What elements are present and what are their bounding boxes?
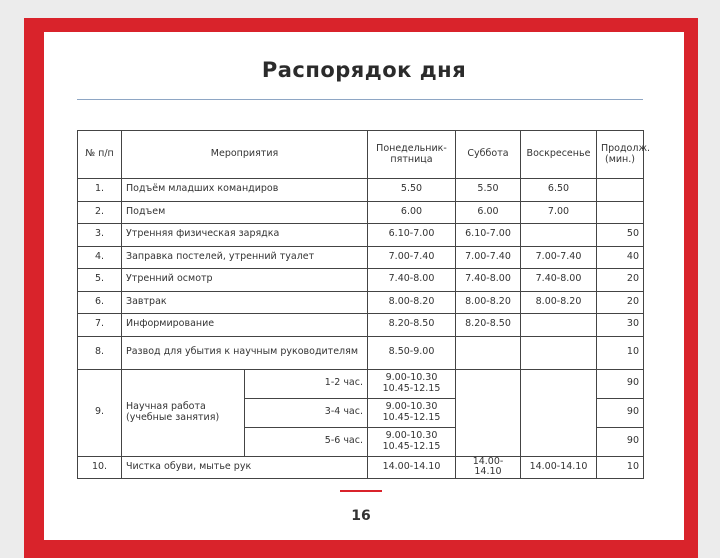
- row-num: 4.: [78, 246, 122, 269]
- science-duration: 90: [597, 369, 644, 398]
- table-header-row: [78, 131, 644, 179]
- row-sunday: 7.40-8.00: [521, 269, 597, 292]
- row-saturday: 6.00: [456, 201, 521, 224]
- row-event: Завтрак: [122, 291, 368, 314]
- row-duration: [597, 201, 644, 224]
- row-weekdays: 6.10-7.00: [368, 224, 456, 247]
- row-event: Заправка постелей, утренний туалет: [122, 246, 368, 269]
- row-event: Информирование: [122, 314, 368, 337]
- science-event: Научная работа (учебные занятия): [122, 369, 245, 456]
- science-time-line: 10.45-12.15: [382, 382, 441, 394]
- science-weekdays: [368, 427, 456, 456]
- row-num: 8.: [78, 336, 122, 369]
- science-time-line: 9.00-10.30: [385, 429, 438, 441]
- row-saturday: 8.20-8.50: [456, 314, 521, 337]
- science-hours-label: 5-6 час.: [245, 427, 368, 456]
- row-duration: 20: [597, 269, 644, 292]
- science-time-line: 9.00-10.30: [385, 400, 438, 412]
- row-num: 1.: [78, 179, 122, 202]
- row-sunday: [521, 224, 597, 247]
- row-num: 7.: [78, 314, 122, 337]
- row-duration: 20: [597, 291, 644, 314]
- row-num: 3.: [78, 224, 122, 247]
- table-row: [78, 179, 644, 202]
- science-subrow: [78, 369, 644, 398]
- row-sunday: 14.00-14.10: [521, 456, 597, 479]
- row-duration: 50: [597, 224, 644, 247]
- header-saturday: Суббота: [456, 131, 521, 179]
- row-saturday: [456, 336, 521, 369]
- row-event: Подъем: [122, 201, 368, 224]
- row-event: Утренний осмотр: [122, 269, 368, 292]
- table-row: [78, 201, 644, 224]
- science-weekdays: [368, 398, 456, 427]
- table-row: [78, 314, 644, 337]
- header-event: Мероприятия: [122, 131, 368, 179]
- title-underline: [77, 99, 643, 100]
- row-sunday: 7.00: [521, 201, 597, 224]
- header-weekdays: Понедельник-пятница: [368, 131, 456, 179]
- row-event: Подъём младших командиров: [122, 179, 368, 202]
- row-sunday: 6.50: [521, 179, 597, 202]
- row-weekdays: 8.00-8.20: [368, 291, 456, 314]
- table-row: [78, 246, 644, 269]
- row-sunday: [521, 314, 597, 337]
- row-sunday: [521, 336, 597, 369]
- table-row: [78, 269, 644, 292]
- row-weekdays: 7.00-7.40: [368, 246, 456, 269]
- table-row: [78, 336, 644, 369]
- table-row: [78, 291, 644, 314]
- row-duration: 40: [597, 246, 644, 269]
- row-saturday: 5.50: [456, 179, 521, 202]
- row-saturday: 7.00-7.40: [456, 246, 521, 269]
- row-saturday: 7.40-8.00: [456, 269, 521, 292]
- row-event: Утренняя физическая зарядка: [122, 224, 368, 247]
- row-weekdays: 8.50-9.00: [368, 336, 456, 369]
- header-duration: Продолж. (мин.): [597, 131, 644, 179]
- science-hours-label: 3-4 час.: [245, 398, 368, 427]
- table-row: [78, 456, 644, 479]
- row-saturday: 6.10-7.00: [456, 224, 521, 247]
- row-event: Чистка обуви, мытье рук: [122, 456, 368, 479]
- row-num: 5.: [78, 269, 122, 292]
- row-num: 6.: [78, 291, 122, 314]
- science-hours-label: 1-2 час.: [245, 369, 368, 398]
- science-duration: 90: [597, 427, 644, 456]
- slide: [44, 32, 684, 540]
- row-sunday: 8.00-8.20: [521, 291, 597, 314]
- science-sunday: [521, 369, 597, 456]
- science-time-line: 10.45-12.15: [382, 440, 441, 452]
- row-duration: 10: [597, 336, 644, 369]
- row-weekdays: 8.20-8.50: [368, 314, 456, 337]
- page-number-rule: [340, 490, 382, 492]
- table-row: [78, 224, 644, 247]
- row-num: 2.: [78, 201, 122, 224]
- row-saturday: 8.00-8.20: [456, 291, 521, 314]
- schedule-table: [77, 130, 651, 479]
- row-weekdays: 5.50: [368, 179, 456, 202]
- page-title: Распорядок дня: [261, 58, 467, 82]
- science-saturday: [456, 369, 521, 456]
- science-weekdays: [368, 369, 456, 398]
- row-duration: [597, 179, 644, 202]
- page-number: [340, 490, 382, 540]
- science-num: 9.: [78, 369, 122, 456]
- row-weekdays: 7.40-8.00: [368, 269, 456, 292]
- header-num: № п/п: [78, 131, 122, 179]
- row-event: Развод для убытия к научным руководителям: [122, 336, 368, 369]
- header-sunday: Воскресенье: [521, 131, 597, 179]
- page-number-text: 16: [351, 508, 371, 524]
- row-weekdays: 14.00-14.10: [368, 456, 456, 479]
- science-duration: 90: [597, 398, 644, 427]
- row-duration: 10: [597, 456, 644, 479]
- row-duration: 30: [597, 314, 644, 337]
- row-num: 10.: [78, 456, 122, 479]
- row-weekdays: 6.00: [368, 201, 456, 224]
- row-saturday: 14.00-14.10: [456, 456, 521, 479]
- row-sunday: 7.00-7.40: [521, 246, 597, 269]
- science-time-line: 9.00-10.30: [385, 371, 438, 383]
- science-time-line: 10.45-12.15: [382, 411, 441, 423]
